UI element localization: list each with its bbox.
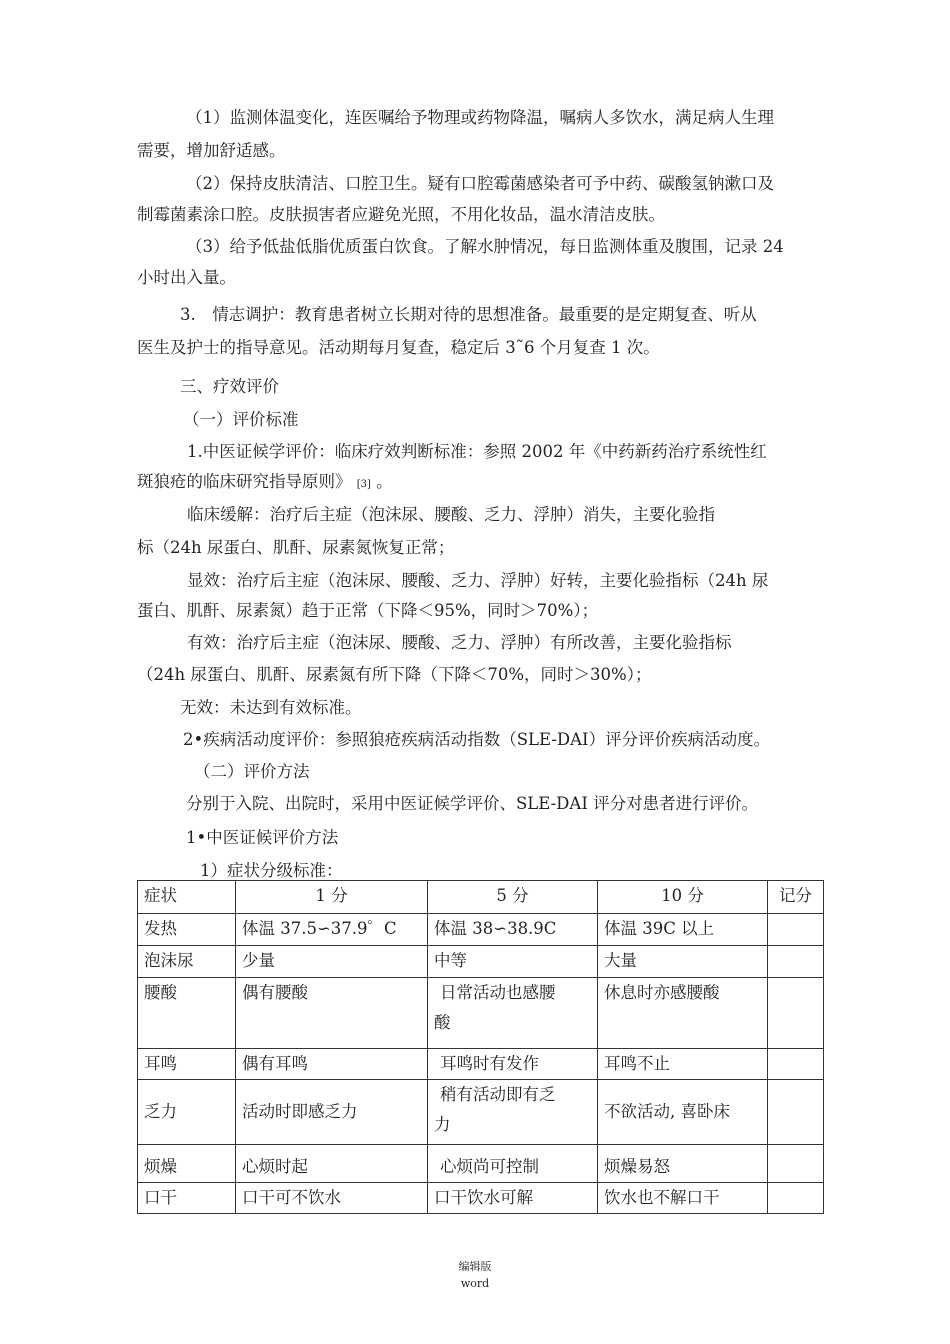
symptom-grading-table <box>137 880 824 1214</box>
para-3-line-2: 小时出入量。 <box>137 268 236 287</box>
grade-10-cell: 饮水也不解口干 <box>598 1183 768 1214</box>
subsection-heading-2: （二）评价方法 <box>194 762 310 781</box>
para-4-line-2: 医生及护士的指导意见。活动期每月复查，稳定后 3˜6 个月复查 1 次。 <box>137 338 660 357</box>
footer-word: word <box>460 1277 490 1290</box>
para-5-text: 斑狼疮的临床研究指导原则》 <box>137 472 352 491</box>
para-8-line-2: （24h 尿蛋白、肌酐、尿素氮有所下降（下降＜70%，同时＞30%）； <box>137 665 652 684</box>
grade-10-cell: 烦燥易怒 <box>598 1145 768 1183</box>
para-5-end: 。 <box>376 472 393 491</box>
score-cell <box>768 946 824 978</box>
grade-10-cell: 休息时亦感腰酸 <box>598 978 768 1049</box>
symptom-name-cell: 耳鸣 <box>138 1049 236 1080</box>
grade-5-cell: 心烦尚可控制 <box>428 1145 598 1183</box>
symptom-name-cell: 口干 <box>138 1183 236 1214</box>
grade-1-cell: 偶有耳鸣 <box>236 1049 428 1080</box>
para-10: 2•疾病活动度评价：参照狼疮疾病活动指数（SLE-DAI）评分评价疾病活动度。 <box>183 730 771 749</box>
symptom-name-cell: 烦燥 <box>138 1145 236 1183</box>
para-13: 1）症状分级标准： <box>200 861 343 880</box>
table-row <box>138 1049 824 1080</box>
grade-1-cell: 少量 <box>236 946 428 978</box>
symptom-name-cell: 发热 <box>138 914 236 946</box>
header-cell: 记分 <box>768 881 824 914</box>
grade-10-cell: 不欲活动, 喜卧床 <box>598 1080 768 1145</box>
grade-5-cell: 中等 <box>428 946 598 978</box>
subsection-heading-1: （一）评价标准 <box>183 410 299 429</box>
score-cell <box>768 1145 824 1183</box>
para-5-line-1: 1.中医证候学评价：临床疗效判断标准：参照 2002 年《中药新药治疗系统性红 <box>187 442 767 461</box>
footer-label: 编辑版 <box>458 1260 492 1273</box>
grade-5-cell: 口干饮水可解 <box>428 1183 598 1214</box>
grade-5-line: 日常活动也感腰 <box>440 983 556 1002</box>
score-cell <box>768 1183 824 1214</box>
grade-1-cell: 体温 37.5∽37.9゜C <box>236 914 428 946</box>
header-cell: 症状 <box>138 881 236 914</box>
para-5-line-2 <box>137 471 393 496</box>
para-1-line-2: 需要，增加舒适感。 <box>137 141 286 160</box>
para-3-line-1: （3）给予低盐低脂优质蛋白饮食。了解水肿情况，每日监测体重及腹围，记录 24 <box>186 237 784 256</box>
para-6-line-2: 标（24h 尿蛋白、肌酐、尿素氮恢复正常； <box>137 538 455 557</box>
symptom-name-cell: 乏力 <box>138 1080 236 1145</box>
grade-5-cell: 耳鸣时有发作 <box>428 1049 598 1080</box>
para-2-line-1: （2）保持皮肤清洁、口腔卫生。疑有口腔霉菌感染者可予中药、碳酸氢钠漱口及 <box>186 174 774 193</box>
para-2-line-2: 制霉菌素涂口腔。皮肤损害者应避免光照，不用化妆品，温水清洁皮肤。 <box>137 205 665 224</box>
reference-marker: [3] <box>356 479 371 490</box>
table-row <box>138 914 824 946</box>
header-cell: 10 分 <box>598 881 768 914</box>
table-row <box>138 978 824 1049</box>
table-row <box>138 1183 824 1214</box>
grade-10-cell: 体温 39C 以上 <box>598 914 768 946</box>
table-row <box>138 946 824 978</box>
grade-1-cell: 偶有腰酸 <box>236 978 428 1049</box>
grade-1-cell: 心烦时起 <box>236 1145 428 1183</box>
para-8-line-1: 有效：治疗后主症（泡沫尿、腰酸、乏力、浮肿）有所改善，主要化验指标 <box>187 633 732 652</box>
table-header-row <box>138 881 824 914</box>
grade-10-cell: 大量 <box>598 946 768 978</box>
table-row <box>138 1145 824 1183</box>
para-7-line-1: 显效：治疗后主症（泡沫尿、腰酸、乏力、浮肿）好转，主要化验指标（24h 尿 <box>187 571 769 590</box>
grade-5-line: 酸 <box>434 1013 451 1032</box>
para-7-line-2: 蛋白、肌酐、尿素氮）趋于正常（下降＜95%，同时＞70%）； <box>137 601 599 620</box>
para-11: 分别于入院、出院时，采用中医证候学评价、SLE-DAI 评分对患者进行评价。 <box>186 794 759 813</box>
grade-10-cell: 耳鸣不止 <box>598 1049 768 1080</box>
para-12: 1•中医证候评价方法 <box>186 828 339 847</box>
section-heading-3: 三、疗效评价 <box>180 377 279 396</box>
symptom-name-cell: 泡沫尿 <box>138 946 236 978</box>
table-row <box>138 1080 824 1145</box>
header-cell: 5 分 <box>428 881 598 914</box>
header-cell: 1 分 <box>236 881 428 914</box>
grade-5-cell: 体温 38∽38.9C <box>428 914 598 946</box>
grade-5-cell <box>428 978 598 1049</box>
symptom-name-cell: 腰酸 <box>138 978 236 1049</box>
score-cell <box>768 978 824 1049</box>
score-cell <box>768 1080 824 1145</box>
para-9: 无效：未达到有效标准。 <box>180 698 362 717</box>
para-4-line-1: 3. 情志调护：教育患者树立长期对待的思想准备。最重要的是定期复查、听从 <box>180 305 757 324</box>
grade-1-cell: 口干可不饮水 <box>236 1183 428 1214</box>
score-cell <box>768 914 824 946</box>
score-cell <box>768 1049 824 1080</box>
grade-1-cell: 活动时即感乏力 <box>236 1080 428 1145</box>
grade-5-line: 力 <box>434 1115 451 1134</box>
grade-5-line: 稍有活动即有乏 <box>440 1085 556 1104</box>
grade-5-cell <box>428 1080 598 1145</box>
para-6-line-1: 临床缓解：治疗后主症（泡沫尿、腰酸、乏力、浮肿）消失，主要化验指 <box>187 505 715 524</box>
para-1-line-1: （1）监测体温变化，连医嘱给予物理或药物降温，嘱病人多饮水，满足病人生理 <box>186 108 774 127</box>
